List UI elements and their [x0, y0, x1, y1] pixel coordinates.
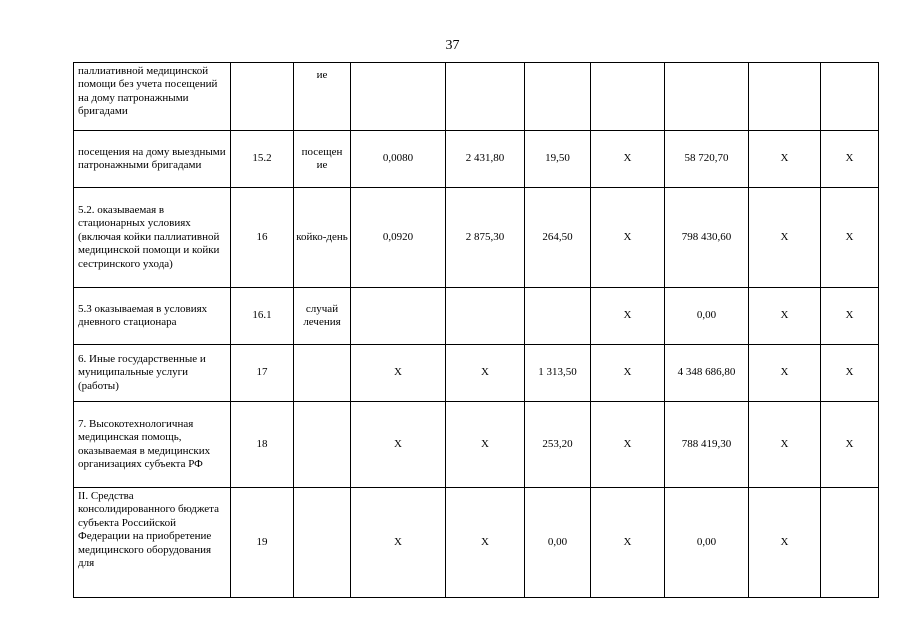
row-value-cell: X [821, 288, 879, 345]
table-row [74, 488, 879, 598]
table-row [74, 188, 879, 288]
row-name-cell: II. Средства консолидированного бюджета субъекта Российской Федерации на приобретение медицинского оборудования для [74, 488, 231, 598]
row-value-cell: 0,00 [665, 488, 749, 598]
row-value-cell: 2 875,30 [446, 188, 525, 288]
row-unit-cell [294, 402, 351, 488]
row-value-cell [446, 63, 525, 131]
row-code-cell: 16.1 [231, 288, 294, 345]
page-number: 37 [445, 38, 460, 53]
row-unit-cell: ие [294, 63, 351, 131]
row-value-cell [525, 63, 591, 131]
table-row [74, 402, 879, 488]
row-value-cell: 0,0920 [351, 188, 446, 288]
row-value-cell: X [351, 345, 446, 402]
row-code-cell: 15.2 [231, 131, 294, 188]
row-value-cell [749, 63, 821, 131]
row-value-cell: X [749, 345, 821, 402]
row-unit-cell [294, 345, 351, 402]
row-name-cell: 5.3 оказываемая в условиях дневного стационара [74, 288, 231, 345]
row-unit-cell: койко-день [294, 188, 351, 288]
row-value-cell: X [446, 488, 525, 598]
row-value-cell: X [591, 131, 665, 188]
row-name-cell: паллиативной медицинской помощи без учета посещений на дому патронажными бригадами [74, 63, 231, 131]
row-value-cell: X [591, 402, 665, 488]
row-code-cell [231, 63, 294, 131]
row-value-cell: X [821, 345, 879, 402]
row-name-cell: 5.2. оказываемая в стационарных условиях (включая койки паллиативной медицинской помощи и койки сестринского ухода) [74, 188, 231, 288]
row-code-cell: 18 [231, 402, 294, 488]
table-row [74, 345, 879, 402]
row-value-cell: X [591, 345, 665, 402]
table-row [74, 288, 879, 345]
row-code-cell: 19 [231, 488, 294, 598]
row-value-cell [665, 63, 749, 131]
row-value-cell: 19,50 [525, 131, 591, 188]
row-value-cell: X [749, 188, 821, 288]
row-value-cell: X [446, 345, 525, 402]
row-code-cell: 16 [231, 188, 294, 288]
row-unit-cell [294, 488, 351, 598]
row-value-cell: 253,20 [525, 402, 591, 488]
row-value-cell: 1 313,50 [525, 345, 591, 402]
row-value-cell: 0,00 [665, 288, 749, 345]
row-value-cell: 2 431,80 [446, 131, 525, 188]
row-name-cell: 6. Иные государственные и муниципальные услуги (работы) [74, 345, 231, 402]
row-value-cell [446, 288, 525, 345]
row-value-cell: X [351, 402, 446, 488]
row-value-cell: X [749, 288, 821, 345]
row-value-cell: 798 430,60 [665, 188, 749, 288]
row-value-cell: 788 419,30 [665, 402, 749, 488]
row-value-cell: X [821, 402, 879, 488]
row-code-cell: 17 [231, 345, 294, 402]
row-value-cell: X [591, 488, 665, 598]
row-value-cell [821, 63, 879, 131]
row-value-cell: 0,0080 [351, 131, 446, 188]
row-value-cell: X [821, 188, 879, 288]
row-value-cell: X [749, 488, 821, 598]
row-value-cell: 58 720,70 [665, 131, 749, 188]
row-value-cell [821, 488, 879, 598]
row-name-cell: 7. Высокотехнологичная медицинская помощь, оказываемая в медицинских организациях субъекта РФ [74, 402, 231, 488]
table-row [74, 63, 879, 131]
row-value-cell: X [749, 131, 821, 188]
row-name-cell: посещения на дому выездными патронажными бригадами [74, 131, 231, 188]
row-value-cell [351, 288, 446, 345]
row-value-cell: X [446, 402, 525, 488]
row-value-cell: X [591, 288, 665, 345]
row-value-cell [525, 288, 591, 345]
row-value-cell: X [821, 131, 879, 188]
row-value-cell: 4 348 686,80 [665, 345, 749, 402]
row-value-cell [351, 63, 446, 131]
row-value-cell: 0,00 [525, 488, 591, 598]
row-value-cell: X [351, 488, 446, 598]
budget-table [73, 62, 879, 598]
row-value-cell: X [749, 402, 821, 488]
table-row [74, 131, 879, 188]
row-unit-cell: посещен ие [294, 131, 351, 188]
row-unit-cell: случай лечения [294, 288, 351, 345]
row-value-cell: X [591, 188, 665, 288]
row-value-cell: 264,50 [525, 188, 591, 288]
row-value-cell [591, 63, 665, 131]
